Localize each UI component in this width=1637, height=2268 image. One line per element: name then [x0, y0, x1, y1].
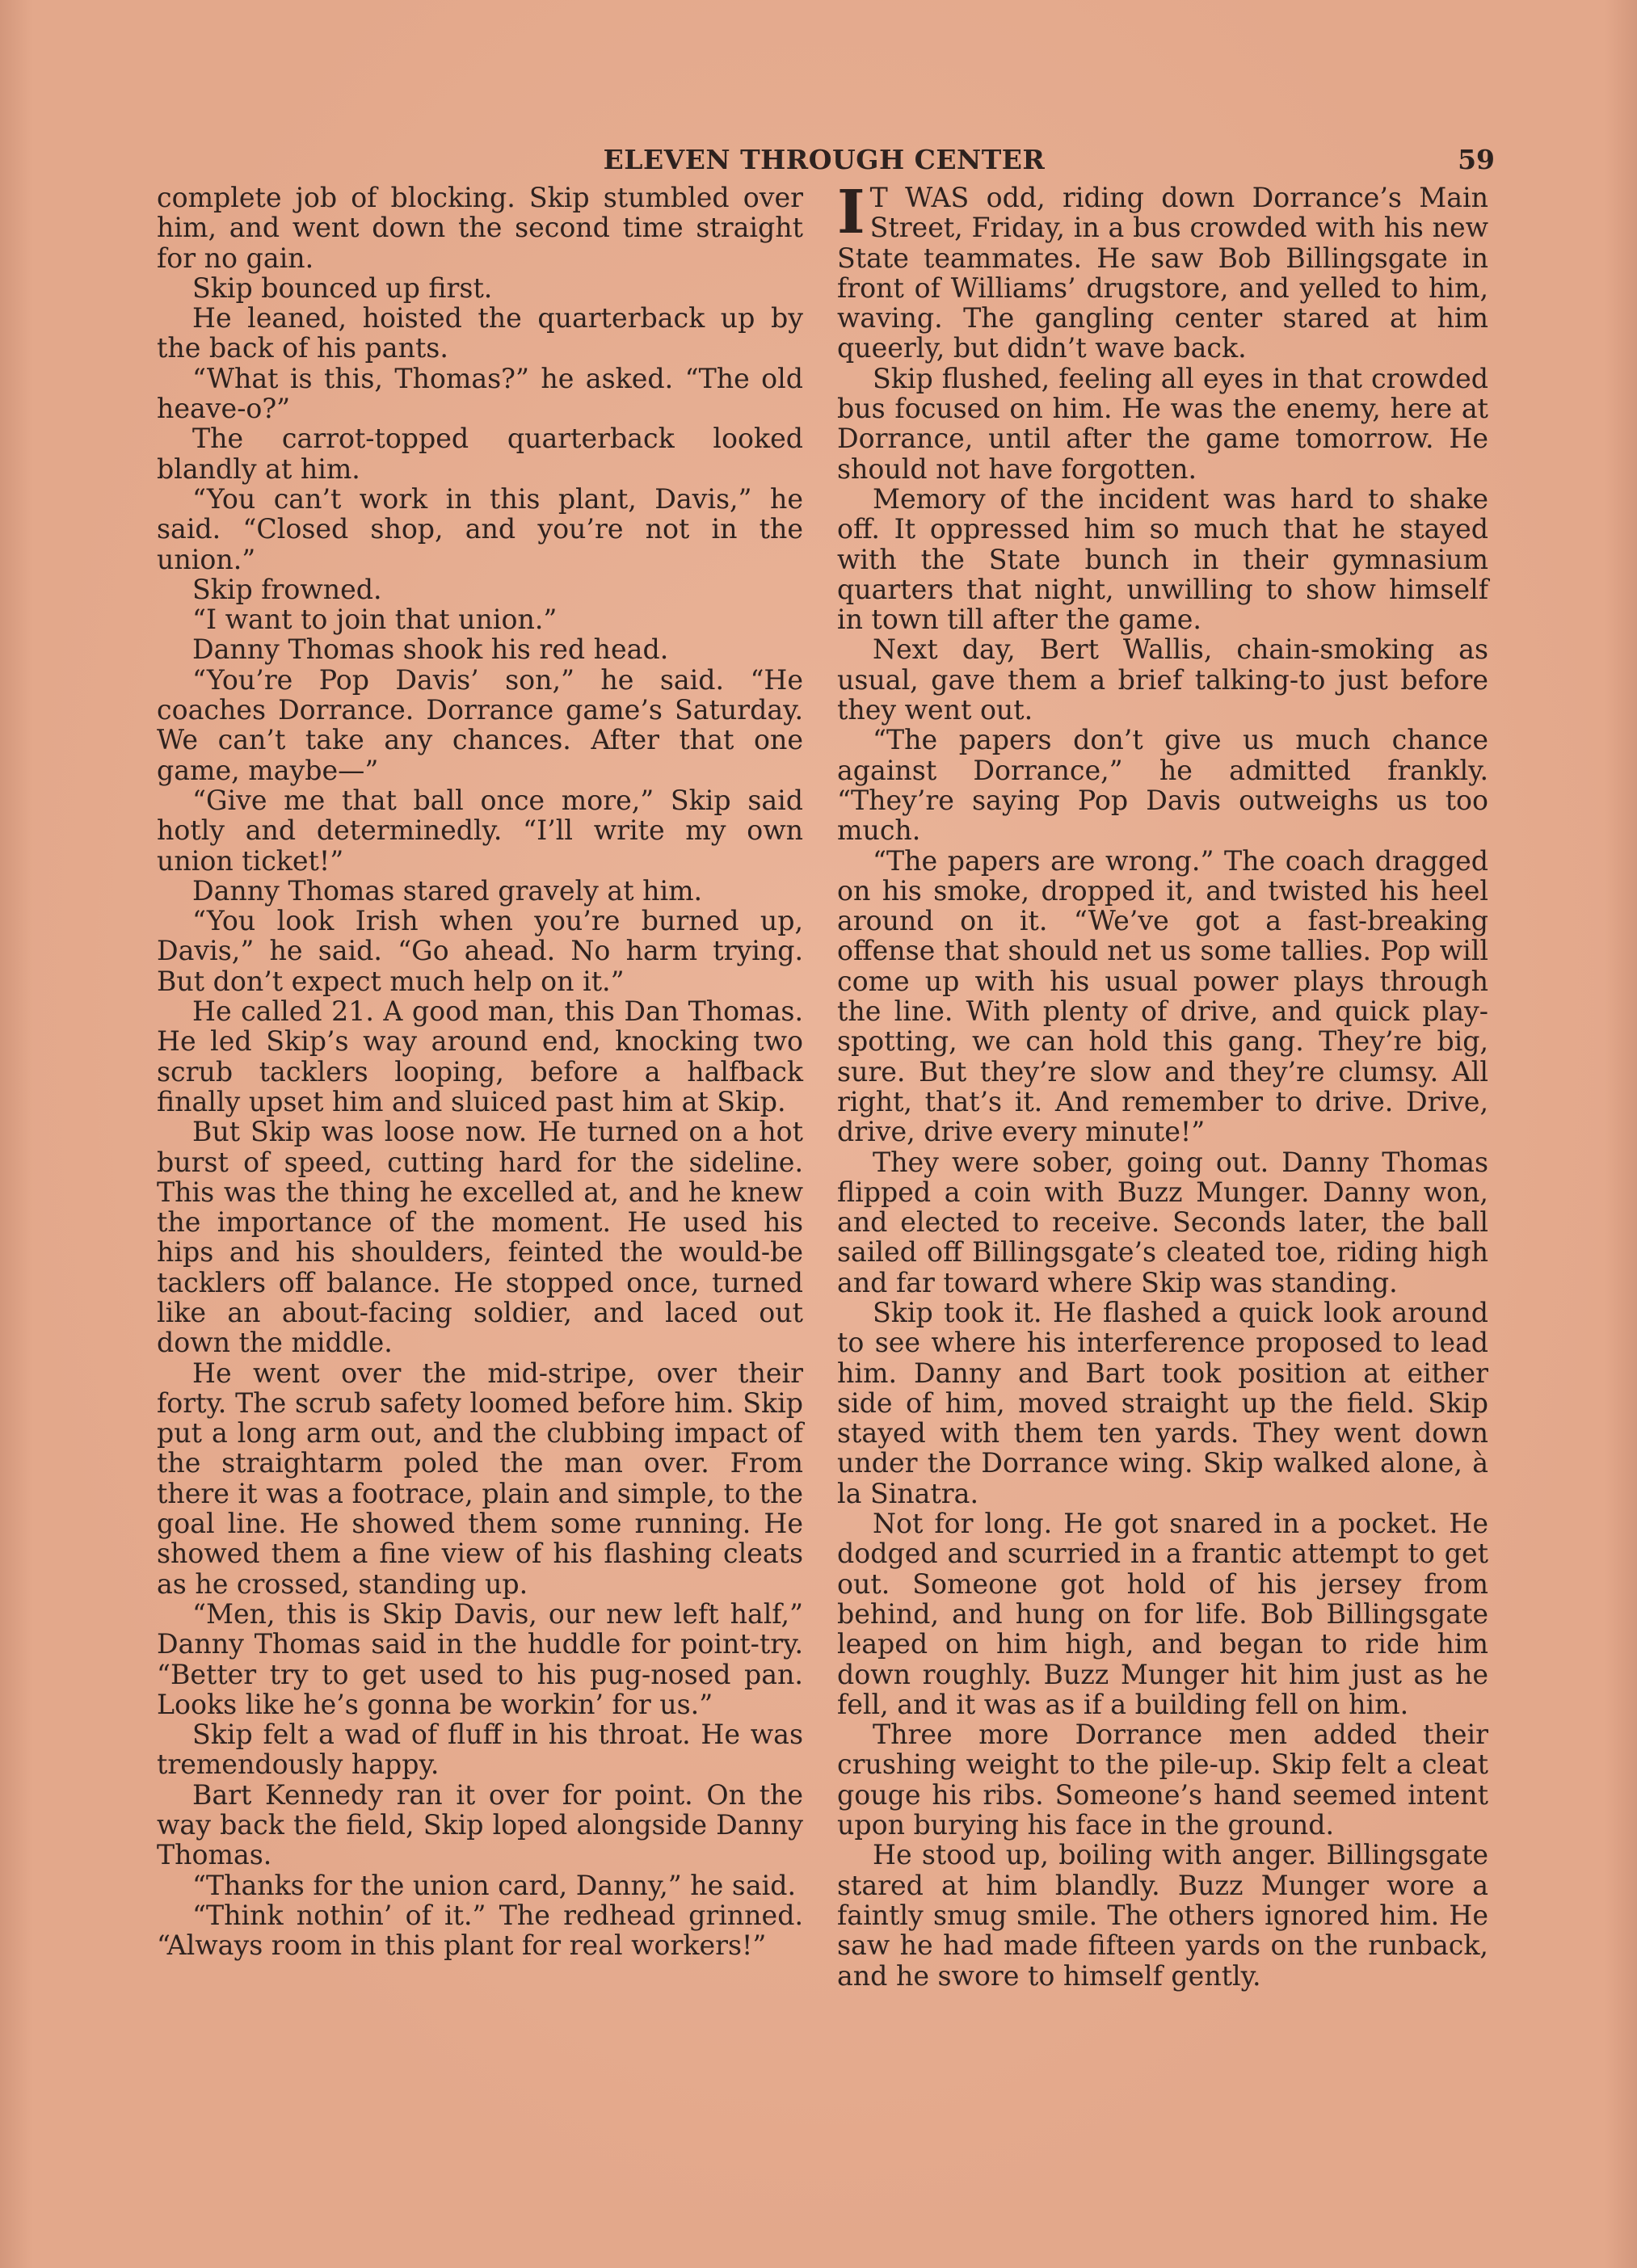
paragraph: “Men, this is Skip Davis, our new left half,” Danny Thomas said in the huddle for point-try. “Better try to get used to his pug-nosed pan. Looks like he’s gonna be workin’ for us.” — [157, 1597, 803, 1720]
paragraph: He went over the mid-stripe, over their forty. The scrub safety loomed before him. Skip put a long arm out, and the clubbing impact of the straightarm poled the man over. From there it was a footrace, plain and simple, to the goal line. He showed them some running. He showed them a fine view of his flashing cleats as he crossed, standing up. — [157, 1357, 803, 1600]
right-column — [837, 178, 1488, 1992]
paragraph: Memory of the incident was hard to shake off. It oppressed him so much that he stayed with the State bunch in their gymnasium quarters that night, unwilling to show himself in town till after the game. — [837, 482, 1488, 636]
paragraph: Skip flushed, feeling all eyes in that crowded bus focused on him. He was the enemy, here at Dorrance, until after the game tomorrow. He should not have forgotten. — [837, 362, 1488, 485]
paragraph: Skip felt a wad of fluff in his throat. He was tremendously happy. — [157, 1719, 803, 1781]
paragraph: They were sober, going out. Danny Thomas flipped a coin with Buzz Munger. Danny won, and elected to receive. Seconds later, the ball sailed off Billingsgate’s cleated toe, riding high and far toward where Skip was standing. — [837, 1146, 1488, 1298]
running-title: ELEVEN THROUGH CENTER — [603, 144, 1046, 175]
paragraph: “What is this, Thomas?” he asked. “The old heave-o?” — [157, 362, 803, 425]
paragraph: “Think nothin’ of it.” The redhead grinned. “Always room in this plant for real workers!” — [157, 1899, 803, 1962]
paragraph: The carrot-topped quarterback looked blandly at him. — [157, 423, 803, 485]
paragraph: Skip frowned. — [192, 573, 382, 605]
paragraph: Bart Kennedy ran it over for point. On the way back the field, Skip loped alongside Danny Thomas. — [157, 1778, 803, 1871]
paragraph: “The papers are wrong.” The coach dragged on his smoke, dropped it, and twisted his heel around on it. “We’ve got a fast-breaking offense that should net us some tallies. Pop will come up with his usual power plays through the line. With plenty of drive, and quick play-spotting, we can hold this gang. They’re big, sure. But they’re slow and they’re clumsy. All right, that’s it. And remember to drive. Drive, drive, drive every minute!” — [837, 844, 1488, 1148]
left-column — [157, 183, 803, 1961]
paragraph: But Skip was loose now. He turned on a hot burst of speed, cutting hard for the sideline. This was the thing he excelled at, and he knew the importance of the moment. He used his hips and his shoulders, feinted the would-be tacklers off balance. He stopped once, turned like an about-facing soldier, and laced out down the middle. — [157, 1116, 803, 1359]
paragraph: Three more Dorrance men added their crushing weight to the pile-up. Skip felt a cleat gouge his ribs. Someone’s hand seemed intent upon burying his face in the ground. — [837, 1719, 1488, 1841]
paragraph: “Give me that ball once more,” Skip said hotly and determinedly. “I’ll write my own union ticket!” — [157, 784, 803, 877]
page-header — [154, 144, 1495, 179]
paragraph: “You can’t work in this plant, Davis,” he said. “Closed shop, and you’re not in the union.” — [157, 482, 803, 575]
paragraph: “You look Irish when you’re burned up, Davis,” he said. “Go ahead. No harm trying. But don’t expect much help on it.” — [157, 905, 803, 997]
paragraph: “You’re Pop Davis’ son,” he said. “He coaches Dorrance. Dorrance game’s Saturday. We can’t take any chances. After that one game, maybe—” — [157, 663, 803, 786]
paragraph: Skip took it. He flashed a quick look around to see where his interference proposed to lead him. Danny and Bart took position at either side of him, moved straight up the field. Skip stayed with them ten yards. They went down under the Dorrance wing. Skip walked alone, à la Sinatra. — [837, 1296, 1488, 1509]
paragraph: Danny Thomas shook his red head. — [192, 633, 669, 666]
paragraph: “Thanks for the union card, Danny,” he said. — [192, 1869, 797, 1901]
paragraph: “I want to join that union.” — [192, 604, 558, 636]
paragraph: Danny Thomas stared gravely at him. — [192, 874, 703, 907]
page-number: 59 — [1458, 144, 1495, 175]
paragraph: complete job of blocking. Skip stumbled over him, and went down the second time straight for no gain. — [157, 182, 803, 274]
paragraph: “The papers don’t give us much chance against Dorrance,” he admitted frankly. “They’re saying Pop Davis outweighs us too much. — [837, 724, 1488, 847]
paragraph: He called 21. A good man, this Dan Thomas. He led Skip’s way around end, knocking two scrub tacklers looping, before a halfback finally upset him and sluiced past him at Skip. — [157, 995, 803, 1117]
paragraph-drop-cap: IT WAS odd, riding down Dorrance’s Main Street, Friday, in a bus crowded with his new State teammates. He saw Bob Billingsgate in front of Williams’ drugstore, and yelled to him, waving. The gangling center stared at him queerly, but didn’t wave back. — [837, 178, 1488, 364]
paragraph: Not for long. He got snared in a pocket. He dodged and scurried in a frantic attempt to get out. Someone got hold of his jersey from behind, and hung on for life. Bob Billingsgate leaped on him high, and began to ride him down roughly. Buzz Munger hit him just as he fell, and it was as if a building fell on him. — [837, 1508, 1488, 1720]
paragraph: He stood up, boiling with anger. Billingsgate stared at him blandly. Buzz Munger wore a faintly smug smile. The others ignored him. He saw he had made fifteen yards on the runback, and he swore to himself gently. — [837, 1839, 1488, 1992]
paragraph: Skip bounced up first. — [192, 271, 493, 304]
paragraph: Next day, Bert Wallis, chain-smoking as usual, gave them a brief talking-to just before they went out. — [837, 633, 1488, 726]
paragraph: He leaned, hoisted the quarterback up by the back of his pants. — [157, 302, 803, 364]
